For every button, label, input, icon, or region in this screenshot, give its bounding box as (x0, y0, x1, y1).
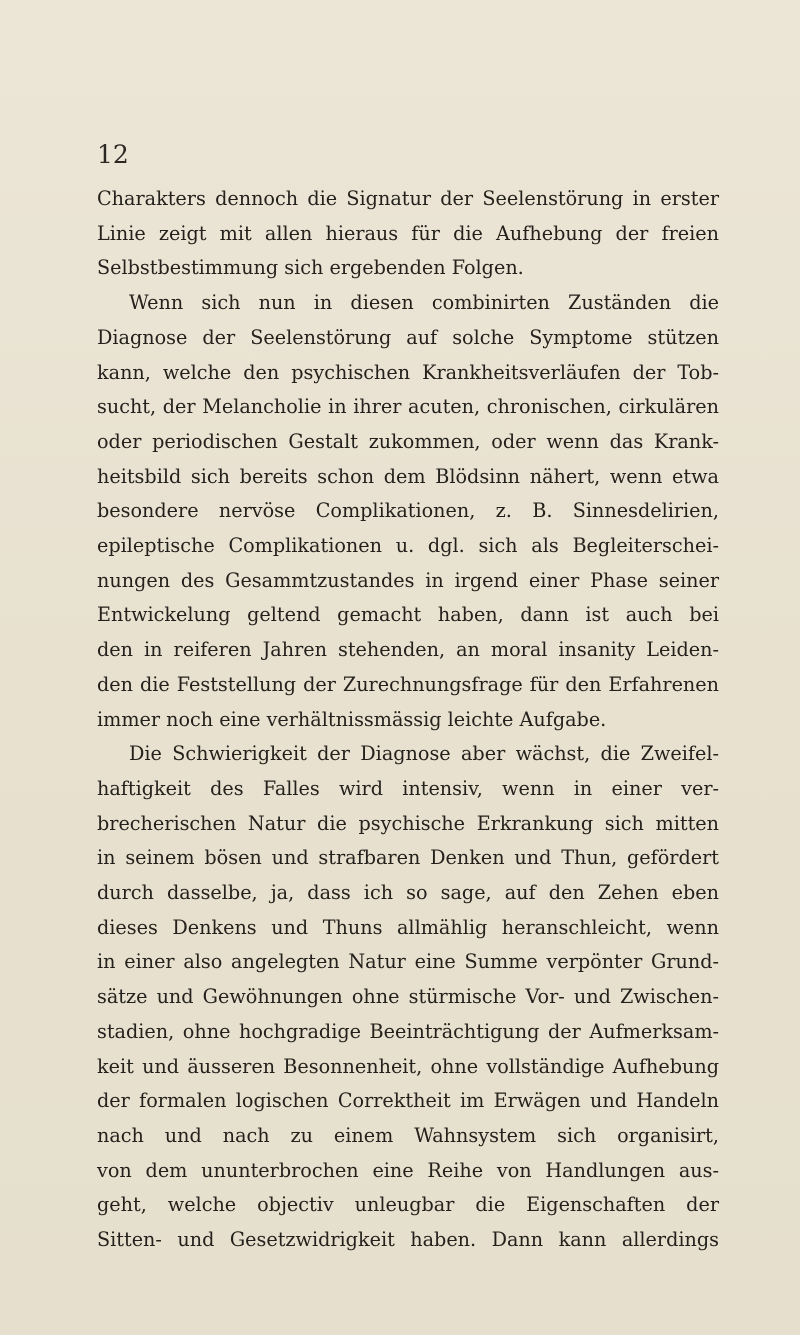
text-line: dieses Denkens und Thuns allmählig heranschleicht, wenn (97, 915, 719, 939)
text-line: geht, welche objectiv unleugbar die Eigenschaften der (97, 1193, 719, 1217)
text-line: in einer also angelegten Natur eine Summe verpönter Grund- (97, 950, 719, 974)
text-line: Charakters dennoch die Signatur der Seelenstörung in erster (97, 187, 719, 210)
paragraph-3 (97, 737, 719, 1258)
text-line: stadien, ohne hochgradige Beeinträchtigung der Aufmerksam- (97, 1019, 719, 1043)
text-line: von dem ununterbrochen eine Reihe von Handlungen aus- (97, 1158, 719, 1182)
text-line: Die Schwierigkeit der Diagnose aber wächst, die Zweifel- (129, 742, 719, 766)
text-line: den die Feststellung der Zurechnungsfrage für den Erfahrenen (97, 672, 719, 696)
text-line: haftigkeit des Falles wird intensiv, wenn in einer ver- (97, 776, 719, 800)
text-line: nach und nach zu einem Wahnsystem sich organisirt, (97, 1123, 719, 1147)
text-line: kann, welche den psychischen Krankheitsverläufen der Tob- (97, 360, 719, 384)
text-line: Selbstbestimmung sich ergebenden Folgen. (97, 256, 524, 280)
text-line: der formalen logischen Correktheit im Erwägen und Handeln (97, 1089, 719, 1113)
body-text (97, 182, 719, 1258)
text-line: den in reiferen Jahren stehenden, an moral insanity Leiden- (97, 638, 719, 662)
text-line: nungen des Gesammtzustandes in irgend einer Phase seiner (97, 568, 719, 592)
text-line: Linie zeigt mit allen hieraus für die Aufhebung der freien (97, 221, 719, 245)
text-line: durch dasselbe, ja, dass ich so sage, auf den Zehen eben (97, 881, 719, 905)
text-line: keit und äusseren Besonnenheit, ohne vollständige Aufhebung (97, 1054, 719, 1078)
text-line: oder periodischen Gestalt zukommen, oder wenn das Krank- (97, 429, 719, 453)
text-line: in seinem bösen und strafbaren Denken und Thun, gefördert (97, 846, 719, 870)
page-number: 12 (97, 140, 129, 169)
text-line: epileptische Complikationen u. dgl. sich als Begleiterschei- (97, 534, 719, 558)
paragraph-2 (97, 286, 719, 737)
paragraph-1 (97, 182, 719, 286)
text-line: Diagnose der Seelenstörung auf solche Symptome stützen (97, 325, 719, 349)
text-line: Entwickelung geltend gemacht haben, dann ist auch bei (97, 603, 719, 627)
text-line: sucht, der Melancholie in ihrer acuten, chronischen, cirkulären (97, 395, 719, 419)
text-line: heitsbild sich bereits schon dem Blödsinn nähert, wenn etwa (97, 464, 719, 488)
text-line: besondere nervöse Complikationen, z. B. Sinnesdelirien, (97, 499, 719, 523)
text-line: Sitten- und Gesetzwidrigkeit haben. Dann kann allerdings (97, 1228, 719, 1252)
text-line: Wenn sich nun in diesen combinirten Zuständen die (129, 291, 719, 315)
text-line: brecherischen Natur die psychische Erkrankung sich mitten (97, 811, 719, 835)
text-line: immer noch eine verhältnissmässig leichte Aufgabe. (97, 707, 607, 731)
text-line: sätze und Gewöhnungen ohne stürmische Vor- und Zwischen- (97, 985, 719, 1009)
